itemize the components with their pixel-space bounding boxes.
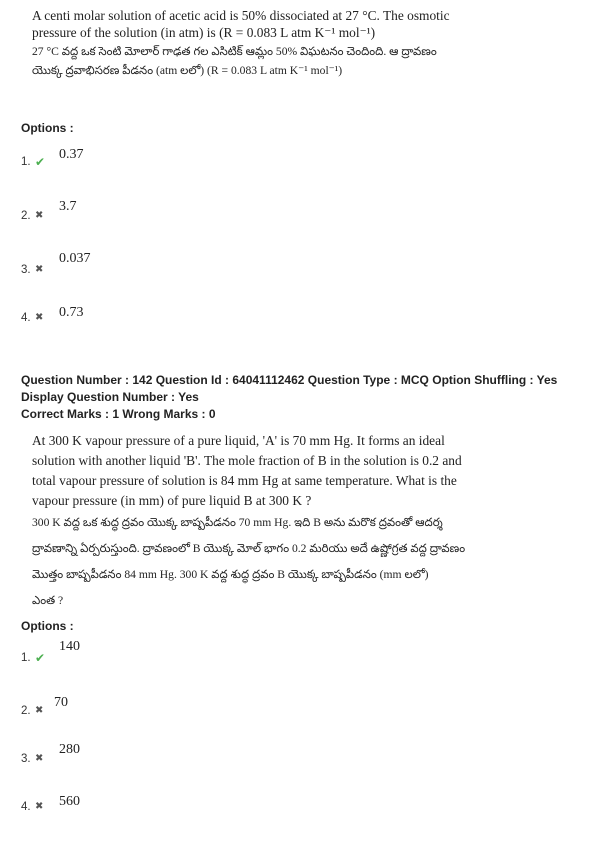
option-value: 0.37 (59, 147, 84, 162)
option-value: 3.7 (59, 199, 77, 214)
option-value: 140 (59, 639, 80, 654)
question-meta-line: Display Question Number : Yes (21, 390, 199, 404)
question-line-telugu: 27 °C వద్ద ఒక సెంటి మోలార్ గాఢత గల ఎసిటిక్ ఆమ్లం 50% విఘటనం చెందింది. ఆ ద్రావణం (32, 45, 437, 58)
question-line: vapour pressure (in mm) of pure liquid B at 300 K ? (32, 493, 312, 508)
option-number: 4. (21, 801, 31, 813)
correct-check-icon: ✔ (35, 651, 46, 665)
option-value: 280 (59, 742, 80, 757)
question-line-telugu: యొక్క ద్రవాభిసరణ పీడనం (atm లలో) (R = 0.083 L atm K⁻¹ mol⁻¹) (32, 64, 343, 77)
question-line: solution with another liquid 'B'. The mole fraction of B in the solution is 0.2 and (32, 453, 462, 468)
option-number: 3. (21, 753, 31, 765)
question-line: total vapour pressure of solution is 84 mm Hg at same temperature. What is the (32, 473, 457, 488)
question-meta-line: Correct Marks : 1 Wrong Marks : 0 (21, 407, 216, 421)
question-line: At 300 K vapour pressure of a pure liquid, 'A' is 70 mm Hg. It forms an ideal (32, 433, 445, 448)
option-number: 1. (21, 652, 31, 664)
option-number: 2. (21, 705, 31, 717)
option-number: 1. (21, 156, 31, 168)
options-heading: Options : (21, 121, 74, 135)
option-number: 3. (21, 264, 31, 276)
question-line-telugu: ఎంత ? (32, 594, 64, 607)
question-line-telugu: ద్రావణాన్ని ఏర్పరుస్తుంది. ద్రావణంలో B యొక్క మోల్ భాగం 0.2 మరియు అదే ఉష్ణోగ్రత వద్ద ద్రావణం (32, 542, 466, 555)
question-line: A centi molar solution of acetic acid is 50% dissociated at 27 °C. The osmotic (32, 8, 450, 23)
question-line-telugu: మొత్తం బాష్పపీడనం 84 mm Hg. 300 K వద్ద శుద్ధ ద్రవం B యొక్క బాష్పపీడనం (mm లలో) (32, 568, 429, 581)
wrong-cross-icon: ✖ (35, 705, 44, 716)
options-heading: Options : (21, 619, 74, 633)
wrong-cross-icon: ✖ (35, 210, 44, 221)
wrong-cross-icon: ✖ (35, 312, 44, 323)
option-value: 560 (59, 794, 80, 809)
option-value: 70 (54, 695, 68, 710)
wrong-cross-icon: ✖ (35, 801, 44, 812)
question-line: pressure of the solution (in atm) is (R = 0.083 L atm K⁻¹ mol⁻¹) (32, 25, 376, 40)
correct-check-icon: ✔ (35, 155, 46, 169)
question-meta-line: Question Number : 142 Question Id : 64041112462 Question Type : MCQ Option Shuffling : Yes (21, 373, 558, 387)
option-number: 4. (21, 312, 31, 324)
wrong-cross-icon: ✖ (35, 753, 44, 764)
question-line-telugu: 300 K వద్ద ఒక శుద్ధ ద్రవం యొక్క బాష్పపీడనం 70 mm Hg. ఇది B అను మరొక ద్రవంతో ఆదర్శ (32, 516, 443, 529)
option-value: 0.037 (59, 251, 91, 266)
option-number: 2. (21, 210, 31, 222)
wrong-cross-icon: ✖ (35, 264, 44, 275)
option-value: 0.73 (59, 305, 84, 320)
